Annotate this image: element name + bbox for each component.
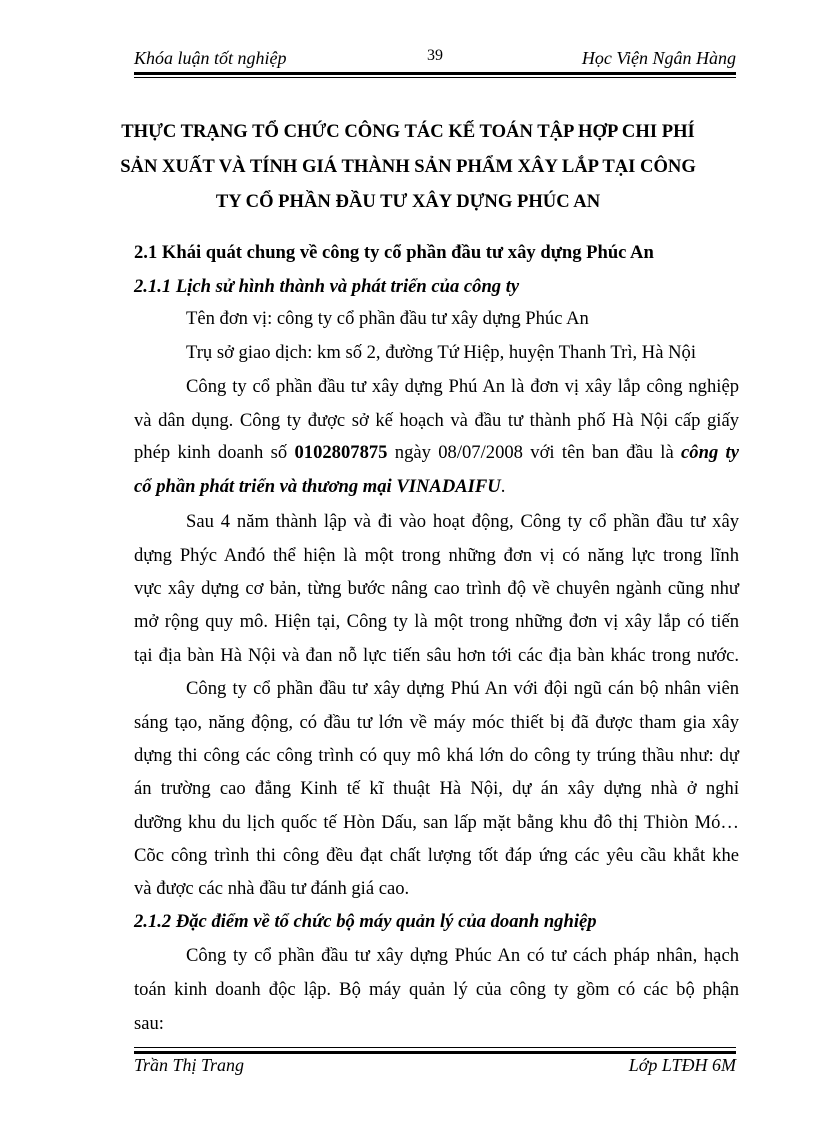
footer-author: Trần Thị Trang (134, 1055, 245, 1075)
paragraph-line: Sau 4 năm thành lập và đi vào hoạt động, Công ty cổ phần đầu tư xây (186, 511, 739, 532)
text-run: . (500, 476, 506, 497)
paragraph-line (134, 438, 739, 468)
company-original-name-start: công ty (681, 442, 739, 463)
paragraph-line: tại địa bàn Hà Nội và đan nỗ lực tiến sâu hơn tới các địa bàn khác trong nước. (134, 645, 739, 666)
text-run: ngày 08/07/2008 với tên ban đầu là (387, 442, 682, 463)
section-heading-2-1-1: 2.1.1 Lịch sử hình thành và phát triển của công ty (134, 276, 520, 297)
page-header (134, 46, 736, 70)
header-institution: Học Viện Ngân Hàng (581, 48, 736, 68)
section-heading-2-1-2: 2.1.2 Đặc điểm về tổ chức bộ máy quản lý của doanh nghiệp (134, 911, 597, 932)
paragraph-line: toán kinh doanh độc lập. Bộ máy quản lý của công ty gồm có các bộ phận (134, 979, 739, 1000)
paragraph-line: dưỡng khu du lịch quốc tế Hòn Dấu, san lấp mặt bằng khu đô thị Thiòn Mó… (134, 812, 739, 833)
paragraph-line: vực xây dựng cơ bản, từng bước nâng cao trình độ về chuyên ngành cũng như (134, 578, 739, 599)
header-rule-thin (134, 77, 736, 78)
chapter-title-line: TY CỔ PHẦN ĐẦU TƯ XÂY DỰNG PHÚC AN (215, 191, 601, 212)
paragraph-line: dựng thi công các công trình có quy mô khá lớn do công ty trúng thầu như: dự (134, 745, 739, 766)
chapter-title (100, 114, 716, 219)
paragraph-line: Công ty cổ phần đầu tư xây dựng Phúc An có tư cách pháp nhân, hạch (186, 945, 739, 966)
header-rule-thick (134, 72, 736, 75)
paragraph-line: Cõc công trình thi công đều đạt chất lượng tốt đáp ứng các yêu cầu khắt khe (134, 845, 739, 866)
paragraph-line: sáng tạo, năng động, có đầu tư lớn về máy móc thiết bị đã được tham gia xây (134, 712, 739, 733)
paragraph-line: mở rộng quy mô. Hiện tại, Công ty là một trong những đơn vị xây lắp có tiến (134, 611, 739, 632)
header-thesis-label: Khóa luận tốt nghiệp (134, 48, 287, 68)
paragraph-line: sau: (134, 1013, 164, 1034)
chapter-title-line: THỰC TRẠNG TỔ CHỨC CÔNG TÁC KẾ TOÁN TẬP HỢP CHI PHÍ (121, 121, 695, 142)
footer-class: Lớp LTĐH 6M (628, 1055, 736, 1075)
text-run: phép kinh doanh số (134, 442, 295, 463)
paragraph-line: và dân dụng. Công ty được sở kế hoạch và đầu tư thành phố Hà Nội cấp giấy (134, 410, 739, 431)
company-original-name: cổ phần phát triển và thương mại VINADAIFU (134, 476, 501, 497)
license-number: 0102807875 (294, 442, 388, 463)
footer-rule-thin (134, 1047, 736, 1048)
company-address-line: Trụ sở giao dịch: km số 2, đường Tứ Hiệp, huyện Thanh Trì, Hà Nội (186, 342, 697, 363)
paragraph-line: và được các nhà đầu tư đánh giá cao. (134, 878, 410, 899)
page-number: 39 (427, 47, 443, 64)
company-name-line: Tên đơn vị: công ty cổ phần đầu tư xây dựng Phúc An (186, 308, 589, 329)
paragraph-line (134, 472, 739, 502)
paragraph-line: án trường cao đẳng Kinh tế kĩ thuật Hà Nội, dự án xây dựng nhà ở nghỉ (134, 778, 739, 799)
chapter-title-line: SẢN XUẤT VÀ TÍNH GIÁ THÀNH SẢN PHẨM XÂY LẮP TẠI CÔNG (120, 156, 696, 177)
paragraph-line: dựng Phýc Anđó thể hiện là một trong những đơn vị có năng lực trong lĩnh (134, 545, 739, 566)
paragraph-line: Công ty cổ phần đầu tư xây dựng Phú An là đơn vị xây lắp công nghiệp (186, 376, 739, 397)
footer-rule-thick (134, 1051, 736, 1054)
paragraph-line: Công ty cổ phần đầu tư xây dựng Phú An với đội ngũ cán bộ nhân viên (186, 678, 739, 699)
section-heading-2-1: 2.1 Khái quát chung về công ty cổ phần đầu tư xây dựng Phúc An (134, 242, 654, 263)
